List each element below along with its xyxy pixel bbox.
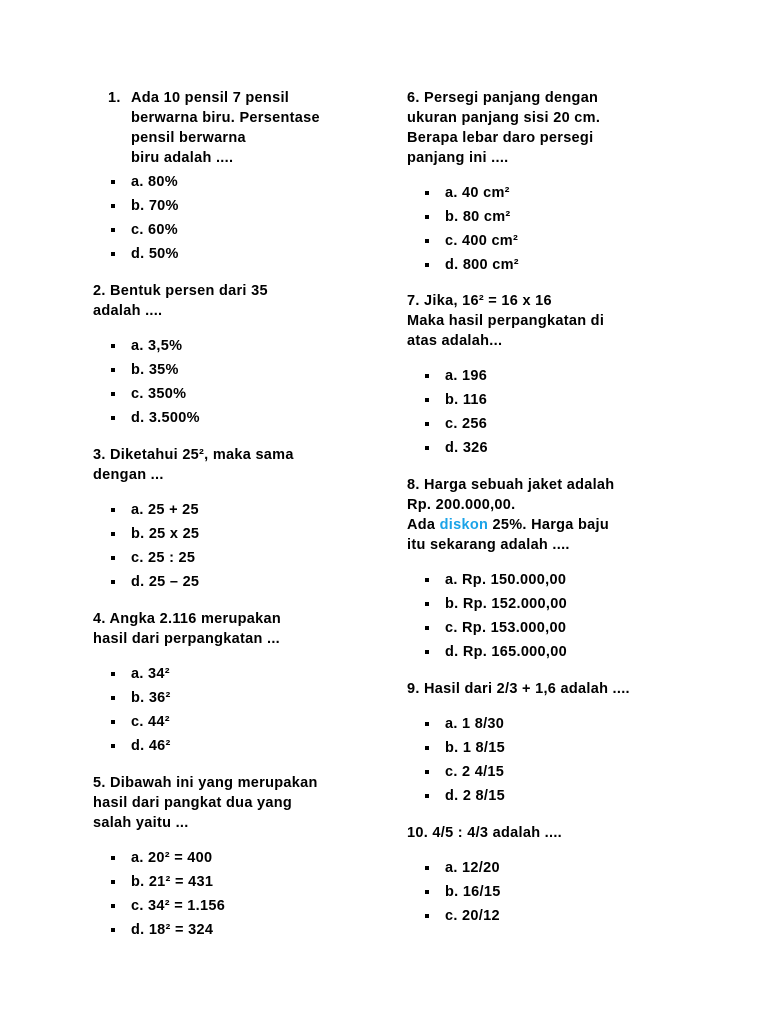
bullet-icon xyxy=(111,416,115,420)
option-text: a. 3,5% xyxy=(131,338,183,354)
option-item xyxy=(93,662,383,686)
option-item xyxy=(407,760,707,784)
question-line: 6. Persegi panjang dengan xyxy=(407,90,599,106)
options-list xyxy=(407,181,707,277)
bullet-icon xyxy=(425,215,429,219)
option-text: d. 25 – 25 xyxy=(131,574,200,590)
question-text xyxy=(93,445,383,485)
bullet-icon xyxy=(425,722,429,726)
option-text: c. 60% xyxy=(131,222,178,238)
question-8 xyxy=(407,475,707,664)
option-text: d. 326 xyxy=(445,440,488,456)
bullet-icon xyxy=(111,880,115,884)
option-text: c. Rp. 153.000,00 xyxy=(445,620,567,636)
option-text: c. 44² xyxy=(131,714,170,730)
bullet-icon xyxy=(111,904,115,908)
bullet-icon xyxy=(425,650,429,654)
bullet-icon xyxy=(425,866,429,870)
bullet-icon xyxy=(111,580,115,584)
option-item xyxy=(93,242,383,266)
option-text: c. 25 : 25 xyxy=(131,550,196,566)
option-item xyxy=(407,205,707,229)
option-item xyxy=(93,358,383,382)
question-3 xyxy=(93,445,383,594)
option-item xyxy=(93,894,383,918)
bullet-icon xyxy=(425,890,429,894)
option-text: b. 25 x 25 xyxy=(131,526,200,542)
option-item xyxy=(93,170,383,194)
question-line: itu sekarang adalah .... xyxy=(407,537,570,553)
option-text: a. 20² = 400 xyxy=(131,850,213,866)
question-text xyxy=(407,88,707,168)
bullet-icon xyxy=(111,252,115,256)
question-text xyxy=(93,609,383,649)
question-number: 1. xyxy=(108,90,121,106)
question-line: 10. 4/5 : 4/3 adalah .... xyxy=(407,825,562,841)
line-text: Ada xyxy=(407,517,440,533)
option-item xyxy=(407,904,707,928)
option-item xyxy=(407,616,707,640)
option-item xyxy=(407,640,707,664)
option-text: d. 18² = 324 xyxy=(131,922,214,938)
option-text: d. 800 cm² xyxy=(445,257,519,273)
option-text: b. Rp. 152.000,00 xyxy=(445,596,567,612)
question-line: 3. Diketahui 25², maka sama xyxy=(93,447,294,463)
options-list xyxy=(93,662,383,758)
options-list xyxy=(407,568,707,664)
question-text xyxy=(407,291,707,351)
option-item xyxy=(407,364,707,388)
option-item xyxy=(407,856,707,880)
option-item xyxy=(93,406,383,430)
option-text: d. 50% xyxy=(131,246,179,262)
question-line: panjang ini .... xyxy=(407,150,509,166)
option-text: b. 21² = 431 xyxy=(131,874,214,890)
question-line: 8. Harga sebuah jaket adalah xyxy=(407,477,615,493)
question-line: 7. Jika, 16² = 16 x 16 xyxy=(407,293,552,309)
option-item xyxy=(407,712,707,736)
option-item xyxy=(93,710,383,734)
question-line: 5. Dibawah ini yang merupakan xyxy=(93,775,318,791)
question-10 xyxy=(407,823,707,928)
question-line: ukuran panjang sisi 20 cm. xyxy=(407,110,601,126)
option-text: b. 35% xyxy=(131,362,179,378)
question-line: Ada 10 pensil 7 pensil xyxy=(131,90,290,106)
question-line: biru adalah .... xyxy=(131,150,234,166)
question-5 xyxy=(93,773,383,942)
question-line: atas adalah... xyxy=(407,333,503,349)
option-text: c. 256 xyxy=(445,416,488,432)
options-list xyxy=(93,846,383,942)
option-item xyxy=(407,736,707,760)
option-item xyxy=(407,388,707,412)
question-6 xyxy=(407,88,707,277)
question-line: hasil dari perpangkatan ... xyxy=(93,631,280,647)
option-item xyxy=(407,436,707,460)
options-list xyxy=(407,712,707,808)
question-text xyxy=(93,88,383,168)
bullet-icon xyxy=(111,744,115,748)
question-text xyxy=(407,475,707,555)
question-line: hasil dari pangkat dua yang xyxy=(93,795,293,811)
option-item xyxy=(407,229,707,253)
question-2 xyxy=(93,281,383,430)
option-item xyxy=(407,412,707,436)
option-text: c. 350% xyxy=(131,386,187,402)
option-text: b. 36² xyxy=(131,690,171,706)
option-text: b. 1 8/15 xyxy=(445,740,505,756)
option-item xyxy=(93,218,383,242)
bullet-icon xyxy=(111,856,115,860)
question-line: 2. Bentuk persen dari 35 xyxy=(93,283,268,299)
bullet-icon xyxy=(425,422,429,426)
question-line: Maka hasil perpangkatan di xyxy=(407,313,605,329)
option-text: c. 2 4/15 xyxy=(445,764,505,780)
question-line: 9. Hasil dari 2/3 + 1,6 adalah .... xyxy=(407,681,630,697)
option-item xyxy=(93,734,383,758)
option-text: c. 20/12 xyxy=(445,908,500,924)
question-text xyxy=(93,773,383,833)
question-line: pensil berwarna xyxy=(131,130,246,146)
bullet-icon xyxy=(425,239,429,243)
options-list xyxy=(93,170,383,266)
option-text: b. 80 cm² xyxy=(445,209,511,225)
options-list xyxy=(407,856,707,928)
option-text: d. 3.500% xyxy=(131,410,200,426)
question-line: salah yaitu ... xyxy=(93,815,189,831)
option-text: a. 34² xyxy=(131,666,170,682)
option-item xyxy=(93,194,383,218)
option-text: c. 34² = 1.156 xyxy=(131,898,226,914)
bullet-icon xyxy=(425,914,429,918)
option-text: d. Rp. 165.000,00 xyxy=(445,644,567,660)
bullet-icon xyxy=(425,191,429,195)
option-item xyxy=(407,880,707,904)
option-item xyxy=(407,568,707,592)
option-text: b. 116 xyxy=(445,392,488,408)
options-list xyxy=(407,364,707,460)
question-line: berwarna biru. Persentase xyxy=(131,110,320,126)
question-9 xyxy=(407,679,707,808)
left-column xyxy=(93,88,383,942)
option-text: a. 12/20 xyxy=(445,860,500,876)
bullet-icon xyxy=(425,794,429,798)
bullet-icon xyxy=(111,696,115,700)
right-column xyxy=(407,88,707,928)
option-text: a. 25 + 25 xyxy=(131,502,199,518)
bullet-icon xyxy=(425,746,429,750)
bullet-icon xyxy=(111,392,115,396)
option-text: a. 80% xyxy=(131,174,178,190)
bullet-icon xyxy=(425,626,429,630)
bullet-icon xyxy=(111,532,115,536)
question-line: Rp. 200.000,00. xyxy=(407,497,516,513)
question-4 xyxy=(93,609,383,758)
question-line: Berapa lebar daro persegi xyxy=(407,130,594,146)
option-item xyxy=(93,846,383,870)
question-line xyxy=(407,515,707,535)
bullet-icon xyxy=(425,446,429,450)
bullet-icon xyxy=(111,344,115,348)
option-item xyxy=(93,870,383,894)
bullet-icon xyxy=(111,672,115,676)
option-text: a. 1 8/30 xyxy=(445,716,505,732)
bullet-icon xyxy=(425,398,429,402)
option-item xyxy=(93,498,383,522)
question-line: adalah .... xyxy=(93,303,163,319)
question-1 xyxy=(93,88,383,266)
bullet-icon xyxy=(425,263,429,267)
option-text: b. 16/15 xyxy=(445,884,501,900)
option-text: d. 2 8/15 xyxy=(445,788,505,804)
bullet-icon xyxy=(111,720,115,724)
bullet-icon xyxy=(111,204,115,208)
option-text: d. 46² xyxy=(131,738,171,754)
bullet-icon xyxy=(111,368,115,372)
option-item xyxy=(407,592,707,616)
question-text xyxy=(407,823,707,843)
bullet-icon xyxy=(425,374,429,378)
bullet-icon xyxy=(425,602,429,606)
bullet-icon xyxy=(111,180,115,184)
option-item xyxy=(407,253,707,277)
bullet-icon xyxy=(111,928,115,932)
option-item xyxy=(93,546,383,570)
bullet-icon xyxy=(425,770,429,774)
bullet-icon xyxy=(111,556,115,560)
option-item xyxy=(407,784,707,808)
highlighted-word: diskon xyxy=(439,517,489,533)
question-line: 4. Angka 2.116 merupakan xyxy=(93,611,282,627)
question-line: dengan ... xyxy=(93,467,164,483)
line-text: 25%. Harga baju xyxy=(488,517,609,533)
question-text xyxy=(93,281,383,321)
bullet-icon xyxy=(111,228,115,232)
option-item xyxy=(93,918,383,942)
option-text: a. 40 cm² xyxy=(445,185,510,201)
options-list xyxy=(93,334,383,430)
option-text: c. 400 cm² xyxy=(445,233,519,249)
option-item xyxy=(93,570,383,594)
bullet-icon xyxy=(111,508,115,512)
option-item xyxy=(93,334,383,358)
option-text: b. 70% xyxy=(131,198,179,214)
option-item xyxy=(93,382,383,406)
option-text: a. 196 xyxy=(445,368,488,384)
options-list xyxy=(93,498,383,594)
option-item xyxy=(93,522,383,546)
question-7 xyxy=(407,291,707,460)
option-item xyxy=(407,181,707,205)
question-text xyxy=(407,679,707,699)
bullet-icon xyxy=(425,578,429,582)
option-text: a. Rp. 150.000,00 xyxy=(445,572,567,588)
option-item xyxy=(93,686,383,710)
